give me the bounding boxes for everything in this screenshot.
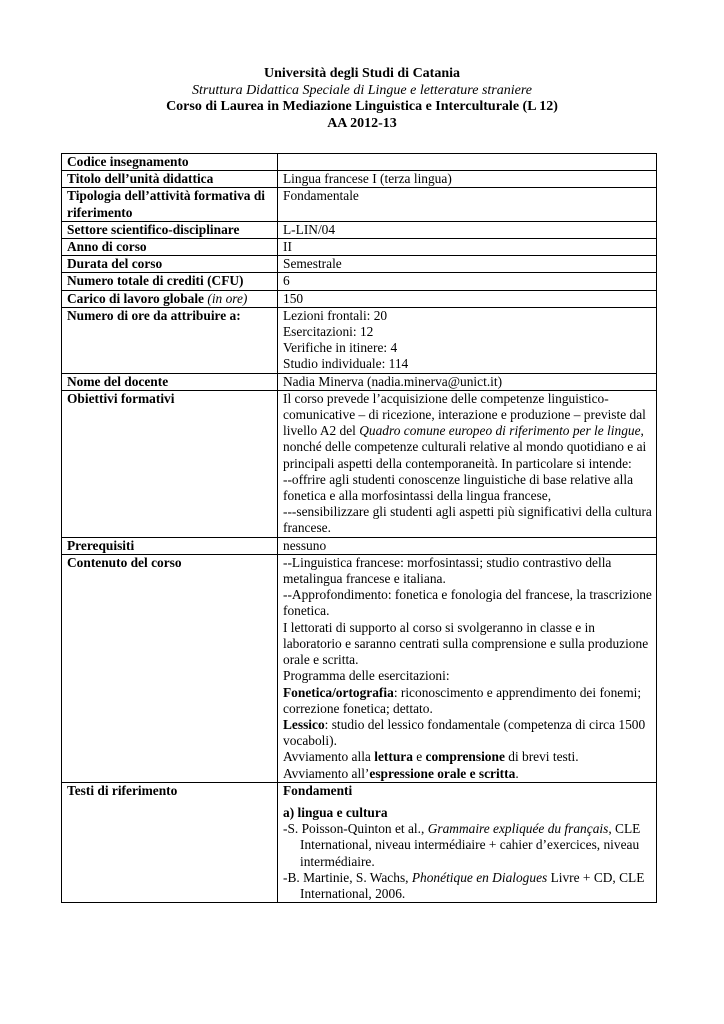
testi-subheading — [283, 805, 652, 821]
contenuto-p4: Programma delle esercitazioni: — [283, 668, 450, 684]
lettura-text-a: Avviamento alla — [283, 749, 375, 765]
label-prerequisiti: Prerequisiti — [62, 537, 278, 554]
label-ore: Numero di ore da attribuire a: — [62, 307, 278, 373]
ref1-details: , CLE International, niveau intermédiaire + cahier d’exercices, niveau intermédiaire. — [300, 821, 641, 869]
obiettivi-point-1: --offrire agli studenti conoscenze linguistiche di base relative alla fonetica e alla morfosintassi della lingua francese, — [283, 471, 634, 504]
label-carico-text: Carico di lavoro globale — [67, 290, 204, 306]
row-titolo — [62, 171, 657, 188]
fonetica-label: Fonetica/ortografia — [283, 684, 394, 700]
label-codice: Codice insegnamento — [62, 154, 278, 171]
contenuto-lessico — [283, 717, 652, 749]
row-docente — [62, 373, 657, 390]
value-ore — [278, 307, 657, 373]
row-obiettivi — [62, 390, 657, 537]
row-anno — [62, 239, 657, 256]
label-carico — [62, 290, 278, 307]
value-contenuto — [278, 554, 657, 782]
degree-course: Corso di Laurea in Mediazione Linguistica e Interculturale (L 12) — [166, 99, 558, 114]
value-prerequisiti: nessuno — [278, 537, 657, 554]
obiettivi-text-a: Il corso prevede l’acquisizione delle competenze linguistico-comunicative – di ricezione, interazione e produzione – previste dal livello A2 del — [283, 390, 646, 439]
espressione-text-c: . — [515, 765, 519, 781]
ref2-details: Livre + CD, CLE International, 2006. — [300, 869, 645, 901]
value-settore: L-LIN/04 — [278, 221, 657, 238]
row-tipologia — [62, 188, 657, 221]
row-contenuto — [62, 554, 657, 782]
label-crediti: Numero totale di crediti (CFU) — [62, 273, 278, 290]
espressione-bold: espressione orale e scritta — [369, 765, 516, 781]
contenuto-p2: --Approfondimento: fonetica e fonologia del francese, la trascrizione fonetica. — [283, 587, 652, 619]
obiettivi-point-2: ---sensibilizzare gli studenti agli aspetti più significativi della cultura francese. — [283, 504, 652, 536]
value-durata: Semestrale — [278, 256, 657, 273]
row-durata — [62, 256, 657, 273]
row-codice — [62, 154, 657, 171]
label-contenuto: Contenuto del corso — [62, 554, 278, 782]
testi-ref-1 — [283, 821, 652, 870]
value-anno: II — [278, 239, 657, 256]
comprensione-bold: comprensione — [425, 749, 505, 765]
label-durata: Durata del corso — [62, 256, 278, 273]
testi-heading — [283, 783, 652, 799]
ref2-title: Phonétique en Dialogues — [411, 869, 548, 885]
lessico-text: : studio del lessico fondamentale (competenza di circa 1500 vocaboli). — [283, 716, 646, 749]
label-carico-suffix: (in ore) — [207, 290, 248, 306]
ref2-authors: -B. Martinie, S. Wachs, — [283, 869, 412, 885]
lessico-label: Lessico — [283, 716, 325, 732]
row-crediti — [62, 273, 657, 290]
label-settore: Settore scientifico-disciplinare — [62, 221, 278, 238]
department-name: Struttura Didattica Speciale di Lingue e letterature straniere — [192, 82, 532, 98]
label-tipologia: Tipologia dell’attività formativa di riferimento — [62, 188, 278, 221]
value-titolo: Lingua francese I (terza lingua) — [278, 171, 657, 188]
label-testi: Testi di riferimento — [62, 782, 278, 902]
testi-heading-text: Fondamenti — [283, 782, 353, 798]
row-carico — [62, 290, 657, 307]
lettura-text-c: e — [412, 749, 426, 765]
espressione-text-a: Avviamento all’ — [283, 765, 370, 781]
row-ore — [62, 307, 657, 373]
row-testi — [62, 782, 657, 902]
ore-verifiche: Verifiche in itinere: 4 — [283, 340, 398, 356]
value-docente: Nadia Minerva (nadia.minerva@unict.it) — [278, 373, 657, 390]
label-titolo: Titolo dell’unità didattica — [62, 171, 278, 188]
testi-ref-2 — [283, 870, 652, 902]
course-info-table — [61, 153, 657, 903]
value-testi — [278, 782, 657, 902]
row-settore — [62, 221, 657, 238]
contenuto-espressione — [283, 766, 652, 782]
university-name: Università degli Studi di Catania — [263, 66, 461, 81]
value-tipologia: Fondamentale — [278, 188, 657, 221]
label-docente: Nome del docente — [62, 373, 278, 390]
contenuto-p3: I lettorati di supporto al corso si svolgeranno in classe e in laboratorio e saranno centrati sulla comprensione e sulla produzione orale e scritta. — [283, 619, 649, 668]
obiettivi-cefr-title: Quadro comune europeo di riferimento per le lingue — [359, 423, 641, 439]
ref1-title: Grammaire expliquée du français — [427, 821, 609, 837]
contenuto-fonetica — [283, 685, 652, 717]
value-crediti: 6 — [278, 273, 657, 290]
contenuto-p1: --Linguistica francese: morfosintassi; studio contrastivo della metalingua francese e italiana. — [283, 554, 612, 587]
obiettivi-paragraph — [283, 391, 652, 472]
contenuto-lettura — [283, 749, 652, 765]
ore-lezioni: Lezioni frontali: 20 — [283, 307, 388, 323]
ref1-authors: -S. Poisson-Quinton et al., — [283, 821, 428, 837]
lettura-text-d: di brevi testi. — [504, 749, 579, 765]
obiettivi-text-b: , nonché delle competenze culturali relative al mondo quotidiano e ai principali aspetti della contemporaneità. In particolare si intende: — [283, 423, 647, 471]
label-obiettivi: Obiettivi formativi — [62, 390, 278, 537]
fonetica-text: : riconoscimento e apprendimento dei fonemi; correzione fonetica; dettato. — [283, 684, 642, 716]
value-codice — [278, 154, 657, 171]
ore-esercitazioni: Esercitazioni: 12 — [283, 324, 374, 340]
document-header — [0, 66, 724, 132]
label-anno: Anno di corso — [62, 239, 278, 256]
academic-year: AA 2012-13 — [327, 115, 397, 131]
row-prerequisiti — [62, 537, 657, 554]
value-obiettivi — [278, 390, 657, 537]
lettura-bold: lettura — [374, 749, 413, 765]
value-carico: 150 — [278, 290, 657, 307]
testi-subheading-text: a) lingua e cultura — [283, 804, 388, 820]
ore-studio: Studio individuale: 114 — [283, 356, 409, 372]
